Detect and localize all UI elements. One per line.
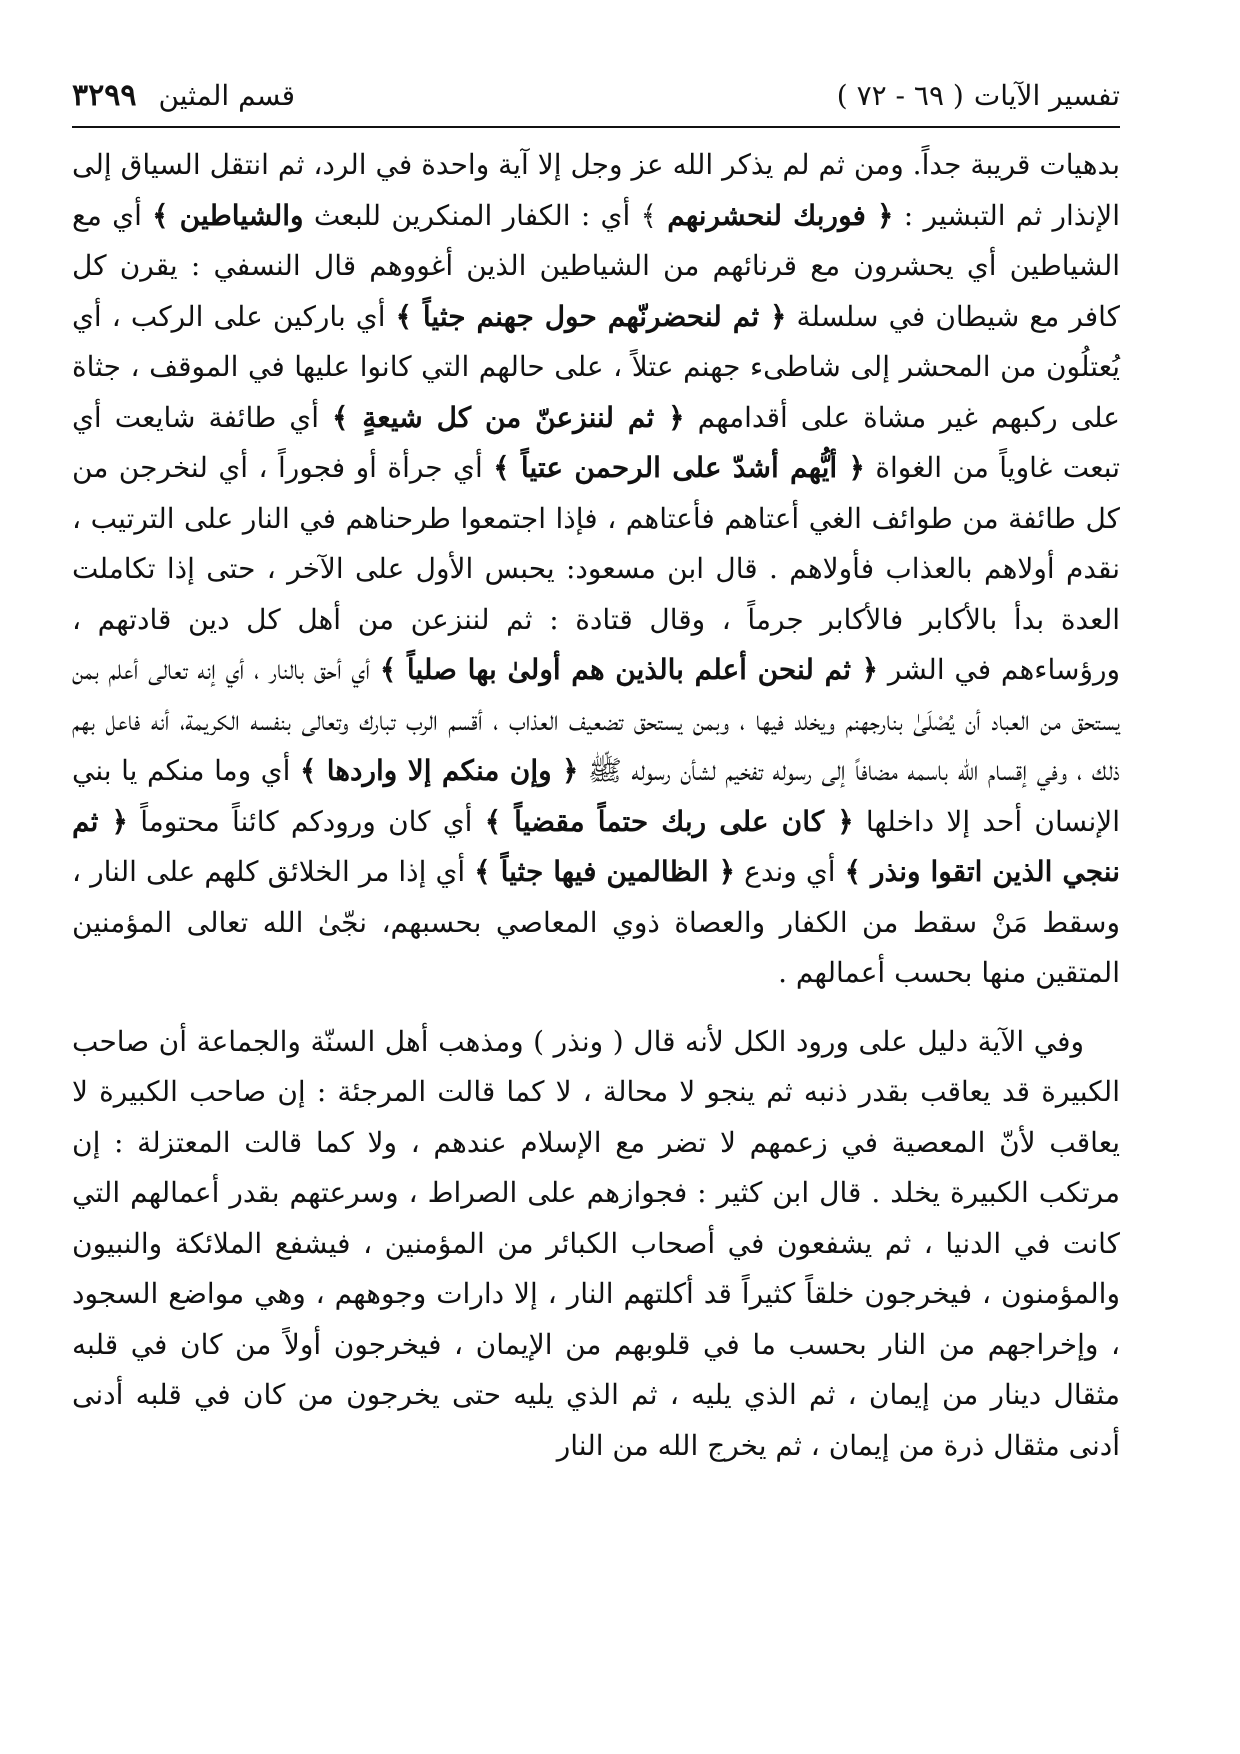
quran-verse: ﴿ وإن منكم إلا واردها ﴾	[299, 754, 579, 787]
quran-verse: ﴿ ثم لنحن أعلم بالذين هم أولىٰ بها صلياً ﴾	[379, 653, 879, 686]
text-segment: أي كان ورودكم كائناً محتوماً	[140, 804, 473, 838]
verse-bracket: ﴾	[640, 198, 657, 232]
text-segment: أي مع الشياطين أي يحشرون مع قرنائهم من الشياطين الذين أغووهم قال النسفي : يقرن كل كافر مع شيطان في سلسلة	[72, 198, 1121, 333]
document-page	[72, 78, 1120, 1718]
quran-verse: ﴿ أيُّهم أشدّ على الرحمن عتياً ﴾	[493, 451, 865, 484]
text-segment: أي جرأة أو فجوراً ، أي لنخرجن من كل طائفة من طوائف الغي أعتاهم فأعتاهم ، فإذا اجتمعوا طرحناهم في النار على الترتيب ، نقدم أولاهم بالعذاب فأولاهم . قال ابن مسعود: يحبس الأول على الآخر ، حتى إذا تكاملت العدة بدأ بالأكابر فالأكابر جرماً ، وقال قتادة : ثم لننزعن من أهل كل دين قادتهم ، ورؤساءهم في الشر	[72, 451, 1121, 686]
text-segment: أي وندع	[744, 855, 836, 888]
quran-verse: والشياطين ﴾	[152, 198, 304, 232]
quran-verse: ﴿ ثم ننجي الذين اتقوا ونذر ﴾	[72, 804, 1121, 888]
text-segment: أي أحق بالنار ، أي إنه تعالى أعلم بمن يستحق من العباد أن يُصْلَىٰ بنارجهنم ويخلد فيها ، وبمن يستحق تضعيف العذاب ، أقسم الرب تبارك وتعالى بنفسه الكريمة، أنه فاعل بهم ذلك ، وفي إقسام الله باسمه مضافاً إلى رسوله تفخيم لشأن رسوله ﷺ	[72, 653, 1120, 787]
text-segment: أي وما منكم يا بني الإنسان أحد إلا داخلها	[72, 754, 1120, 838]
text-segment: أي : الكفار المنكرين للبعث	[313, 198, 631, 232]
quran-verse: ﴿ كان على ربك حتماً مقضياً ﴾	[484, 804, 854, 838]
quran-verse: ﴿ ثم لنحضرنّهم حول جهنم جثياً ﴾	[395, 299, 787, 333]
book-title: تفسير الآيات	[973, 79, 1120, 112]
text-segment: بدهيات قريبة جداً. ومن ثم لم يذكر الله عز وجل إلا آية واحدة في الرد، ثم انتقل السياق إلى الإنذار ثم التبشير :	[72, 148, 1121, 232]
paragraph-2: وفي الآية دليل على ورود الكل لأنه قال ( ونذر ) ومذهب أهل السنّة والجماعة أن صاحب الكبيرة قد يعاقب بقدر ذنبه ثم ينجو لا محالة ، لا كما قالت المرجئة : إن صاحب الكبيرة لا يعاقب لأنّ المعصية في زعمهم لا تضر مع الإسلام عندهم ، ولا كما قالت المعتزلة : إن مرتكب الكبيرة يخلد . قال ابن كثير : فجوازهم على الصراط ، وسرعتهم بقدر أعمالهم التي كانت في الدنيا ، ثم يشفعون في أصحاب الكبائر من المؤمنين ، فيشفع الملائكة والنبيون والمؤمنون ، فيخرجون خلقاً كثيراً قد أكلتهم النار ، إلا دارات وجوههم ، وهي مواضع السجود ، وإخراجهم من النار بحسب ما في قلوبهم من الإيمان ، فيخرجون أولاً من كان في قلبه مثقال دينار من إيمان ، ثم الذي يليه ، ثم الذي يليه حتى يخرجون من كان في قلبه أدنى أدنى مثقال ذرة من إيمان ، ثم يخرج الله من النار	[72, 1024, 1120, 1462]
quran-verse: ﴿ ثم لننزعنّ من كل شيعةٍ ﴾	[332, 400, 685, 434]
quran-verse: ﴿ الظالمين فيها جثياً ﴾	[474, 855, 736, 888]
header-left	[72, 78, 295, 113]
page-header	[72, 78, 1120, 128]
header-right	[837, 79, 1120, 112]
text-segment: أي إذا مر الخلائق كلهم على النار ، وسقط مَنْ سقط من الكفار والعصاة ذوي المعاصي بحسبهم، نجّىٰ الله تعالى المؤمنين المتقين منها بحسب أعمالهم .	[72, 855, 1120, 989]
verse-range: ( ٦٩ - ٧٢ )	[836, 79, 964, 112]
page-number: ٣٢٩٩	[72, 78, 137, 113]
paragraph-1	[72, 140, 1120, 999]
section-title: قسم المثين	[158, 79, 296, 112]
body-text	[72, 140, 1120, 1471]
text-segment: أي باركين على الركب ، أي يُعتلُون من المحشر إلى شاطىء جهنم عتلاً ، على حالهم التي كانوا عليها في الموقف ، جثاة على ركبهم غير مشاة على أقدامهم	[72, 299, 1121, 434]
text-segment: أي طائفة شايعت أي تبعت غاوياً من الغواة	[72, 400, 1120, 484]
quran-verse: ﴿ فوربك لنحشرنهم	[667, 198, 894, 232]
